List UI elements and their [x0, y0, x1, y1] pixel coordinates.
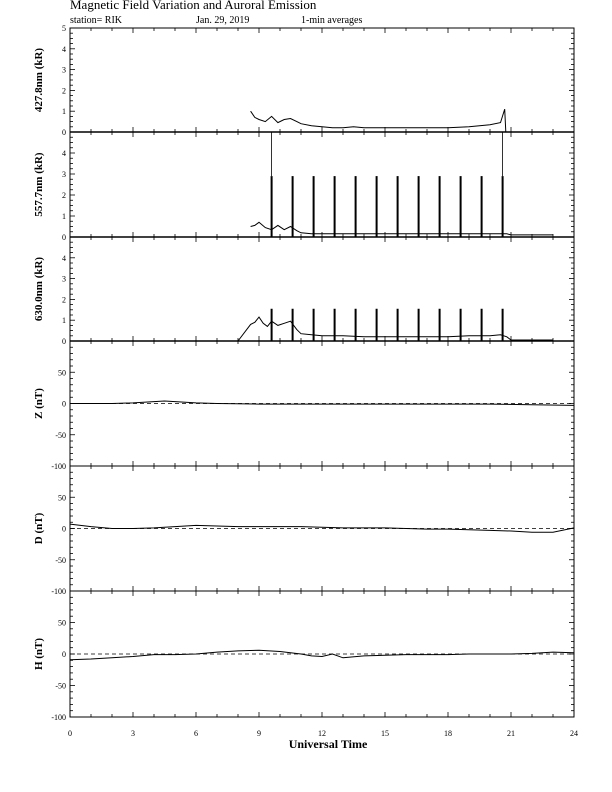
x-tick-label: 21	[507, 729, 515, 738]
panel-4278	[33, 24, 574, 137]
panel-d	[33, 466, 574, 596]
x-tick-label: 6	[194, 729, 198, 738]
y-tick-label: 5	[62, 24, 66, 33]
x-tick-label: 18	[444, 729, 452, 738]
y-axis-label: D (nT)	[33, 512, 45, 545]
y-tick-label: 50	[58, 618, 66, 628]
y-tick-label: 3	[62, 274, 66, 284]
y-tick-label: 3	[62, 65, 66, 75]
y-tick-label: 0	[62, 128, 66, 137]
station-label: station= RIK	[70, 15, 123, 26]
x-tick-label: 12	[318, 729, 326, 738]
y-tick-label: 1	[62, 107, 66, 117]
y-tick-label: 0	[62, 524, 66, 534]
x-tick-label: 0	[68, 729, 72, 738]
y-tick-label: 1	[62, 212, 66, 221]
x-axis-label: Universal Time	[288, 737, 368, 751]
y-axis-label: Z (nT)	[33, 388, 45, 419]
y-tick-label: 0	[62, 650, 66, 659]
y-tick-label: 4	[62, 44, 66, 54]
series-line	[70, 650, 574, 660]
x-tick-label: 24	[570, 729, 578, 738]
y-tick-label: 50	[58, 368, 66, 378]
figure-title: Magnetic Field Variation and Auroral Emission	[70, 0, 317, 12]
y-tick-label: 0	[62, 337, 66, 346]
y-tick-label: -50	[55, 555, 66, 565]
y-axis-label: 630.0nm (kR)	[33, 256, 45, 322]
panel-frame	[70, 132, 574, 237]
x-tick-label: 3	[131, 729, 135, 738]
series-line	[251, 222, 553, 235]
averaging-label: 1-min averages	[301, 15, 363, 26]
panel-z	[33, 341, 574, 471]
y-tick-label: 2	[62, 86, 66, 96]
date-label: Jan. 29, 2019	[196, 15, 250, 26]
panels-group	[33, 24, 574, 722]
x-tick-label: 15	[381, 729, 389, 738]
y-tick-label: -100	[51, 587, 66, 596]
x-tick-label: 9	[257, 729, 261, 738]
panel-6300	[33, 237, 574, 346]
series-line	[238, 317, 553, 341]
y-tick-label: 0	[62, 233, 66, 242]
y-tick-label: 4	[62, 253, 66, 263]
panel-5577	[33, 132, 574, 242]
panel-frame	[70, 237, 574, 341]
y-axis-label: 557.7nm (kR)	[33, 152, 45, 217]
panel-h	[33, 591, 574, 722]
y-tick-label: 2	[62, 295, 66, 305]
y-tick-label: 1	[62, 316, 66, 326]
y-tick-label: 4	[62, 149, 66, 158]
panel-frame	[70, 28, 574, 132]
y-tick-label: -50	[55, 430, 66, 440]
y-axis-label: H (nT)	[33, 637, 45, 671]
y-tick-label: 0	[62, 399, 66, 409]
y-tick-label: 50	[58, 493, 66, 503]
y-tick-label: -100	[51, 713, 66, 722]
y-axis-label: 427.8nm (kR)	[33, 47, 45, 113]
y-tick-label: 2	[62, 191, 66, 200]
series-line	[251, 109, 506, 132]
y-tick-label: -100	[51, 462, 66, 471]
y-tick-label: -50	[55, 681, 66, 691]
y-tick-label: 3	[62, 170, 66, 179]
